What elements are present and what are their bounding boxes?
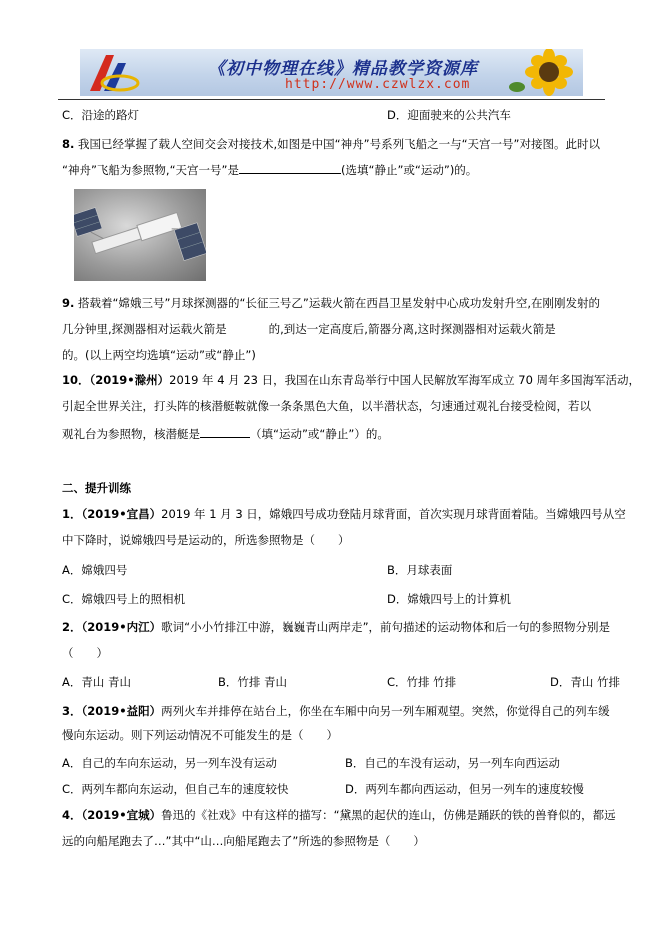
problem-3-text-1: 两列火车并排停在站台上，你坐在车厢中向另一列车厢观望。突然，你觉得自己的列车缓 (161, 704, 610, 718)
problem-3-source: （2019•益阳） (81, 704, 162, 718)
problem-4-line-2: 远的向船尾跑去了…”其中“山…向船尾跑去了”所选的参照物是（ ） (62, 834, 425, 848)
problem-1-option-c[interactable]: C．嫦娥四号上的照相机 (62, 592, 186, 606)
problem-4-source: （2019•宜城） (81, 808, 162, 822)
answer-blank[interactable] (239, 161, 341, 174)
question-9-line-3: 的。(以上两空均选填“运动”或“静止”) (62, 348, 256, 362)
problem-2-option-a[interactable]: A．青山 青山 (62, 675, 132, 689)
logo-icon (84, 51, 142, 94)
question-9-line-2 (62, 321, 556, 337)
question-9-line-1 (62, 295, 600, 311)
problem-2-line-2: （ ） (62, 646, 108, 660)
header-rule (58, 99, 605, 100)
problem-1-option-d[interactable]: D．嫦娥四号上的计算机 (387, 592, 511, 606)
problem-3-line-1 (62, 703, 610, 719)
problem-1-text-1: 2019 年 1 月 3 日，嫦娥四号成功登陆月球背面，首次实现月球背面着陆。当嫦娥四号从空 (161, 507, 626, 521)
problem-1-line-2: 中下降时，说嫦娥四号是运动的，所选参照物是（ ） (62, 533, 350, 547)
problem-2-option-b[interactable]: B．竹排 青山 (218, 675, 288, 689)
problem-1-option-a[interactable]: A．嫦娥四号 (62, 563, 128, 577)
question-8-text-2b: (选填“静止”或“运动”)的。 (341, 163, 478, 177)
question-8-text-1: 我国已经掌握了载人空间交会对接技术,如图是中国“神舟”号系列飞船之一与“天宫一号”对接图。此时以 (78, 137, 601, 151)
question-10-number: 10． (62, 373, 90, 387)
problem-3-option-b[interactable]: B．自己的车没有运动，另一列车向西运动 (345, 756, 560, 770)
problem-2-source: （2019•内江） (81, 620, 162, 634)
spacecraft-icon (74, 189, 206, 281)
question-9-text-2a: 几分钟里,探测器相对运载火箭是 (62, 322, 227, 336)
question-9-number: 9. (62, 296, 75, 310)
problem-1-number: 1． (62, 507, 82, 521)
question-10-source: （2019•滁州） (89, 373, 170, 387)
section-heading: 二、提升训练 (62, 481, 131, 495)
problem-3-line-2: 慢向东运动。则下列运动情况不可能发生的是（ ） (62, 728, 338, 742)
problem-2-option-d[interactable]: D．青山 竹排 (550, 675, 621, 689)
sunflower-icon (509, 49, 581, 96)
problem-2-text-1: 歌词“小小竹排江中游，巍巍青山两岸走”，前句描述的运动物体和后一句的参照物分别是 (161, 620, 611, 634)
question-10-text-3a: 观礼台为参照物，核潜艇是 (62, 427, 200, 441)
banner-title: 《初中物理在线》精品教学资源库 (208, 59, 478, 79)
question-10-line-3 (62, 425, 389, 442)
q7-option-d: D．迎面驶来的公共汽车 (387, 108, 511, 122)
problem-2-line-1 (62, 619, 610, 635)
banner-url[interactable]: http://www.czwlzx.com (285, 77, 471, 92)
question-9-text-2b: 的,到达一定高度后,箭器分离,这时探测器相对运载火箭是 (268, 322, 556, 336)
question-8-number: 8. (62, 137, 75, 151)
question-10-text-3b: （填“运动”或“静止”）的。 (250, 427, 389, 441)
problem-3-number: 3． (62, 704, 82, 718)
q7-option-c: C．沿途的路灯 (62, 108, 140, 122)
spacecraft-docking-image (74, 189, 206, 281)
problem-4-line-1 (62, 807, 616, 823)
header-banner (80, 49, 583, 96)
question-10-line-1 (62, 372, 640, 388)
question-10-line-2: 引起全世界关注，打头阵的核潜艇鞍就像一条条黑色大鱼，以半潜状态，匀速通过观礼台接受检阅，若以 (62, 399, 591, 413)
problem-2-option-c[interactable]: C．竹排 竹排 (387, 675, 457, 689)
problem-3-option-d[interactable]: D．两列车都向西运动，但另一列车的速度较慢 (345, 782, 584, 796)
problem-4-number: 4． (62, 808, 82, 822)
problem-3-option-c[interactable]: C．两列车都向东运动，但自己车的速度较快 (62, 782, 289, 796)
question-10-text-1: 2019 年 4 月 23 日，我国在山东青岛举行中国人民解放军海军成立 70 周年多国海军活动， (169, 373, 641, 387)
problem-2-number: 2． (62, 620, 82, 634)
problem-1-source: （2019•宜昌） (81, 507, 162, 521)
problem-1-line-1 (62, 506, 626, 522)
question-9-text-1: 搭载着“嫦娥三号”月球探测器的“长征三号乙”运载火箭在西昌卫星发射中心成功发射升空,在刚刚发射的 (78, 296, 601, 310)
answer-blank[interactable] (200, 425, 250, 438)
problem-1-option-b[interactable]: B．月球表面 (387, 563, 453, 577)
question-8-text-2a: “神舟”飞船为参照物,“天宫一号”是 (62, 163, 239, 177)
problem-3-option-a[interactable]: A．自己的车向东运动，另一列车没有运动 (62, 756, 277, 770)
question-8-line-2 (62, 161, 477, 178)
problem-4-text-1: 鲁迅的《社戏》中有这样的描写：“黛黑的起伏的连山，仿佛是踊跃的铁的兽脊似的，都远 (161, 808, 616, 822)
question-8-line-1 (62, 136, 600, 152)
